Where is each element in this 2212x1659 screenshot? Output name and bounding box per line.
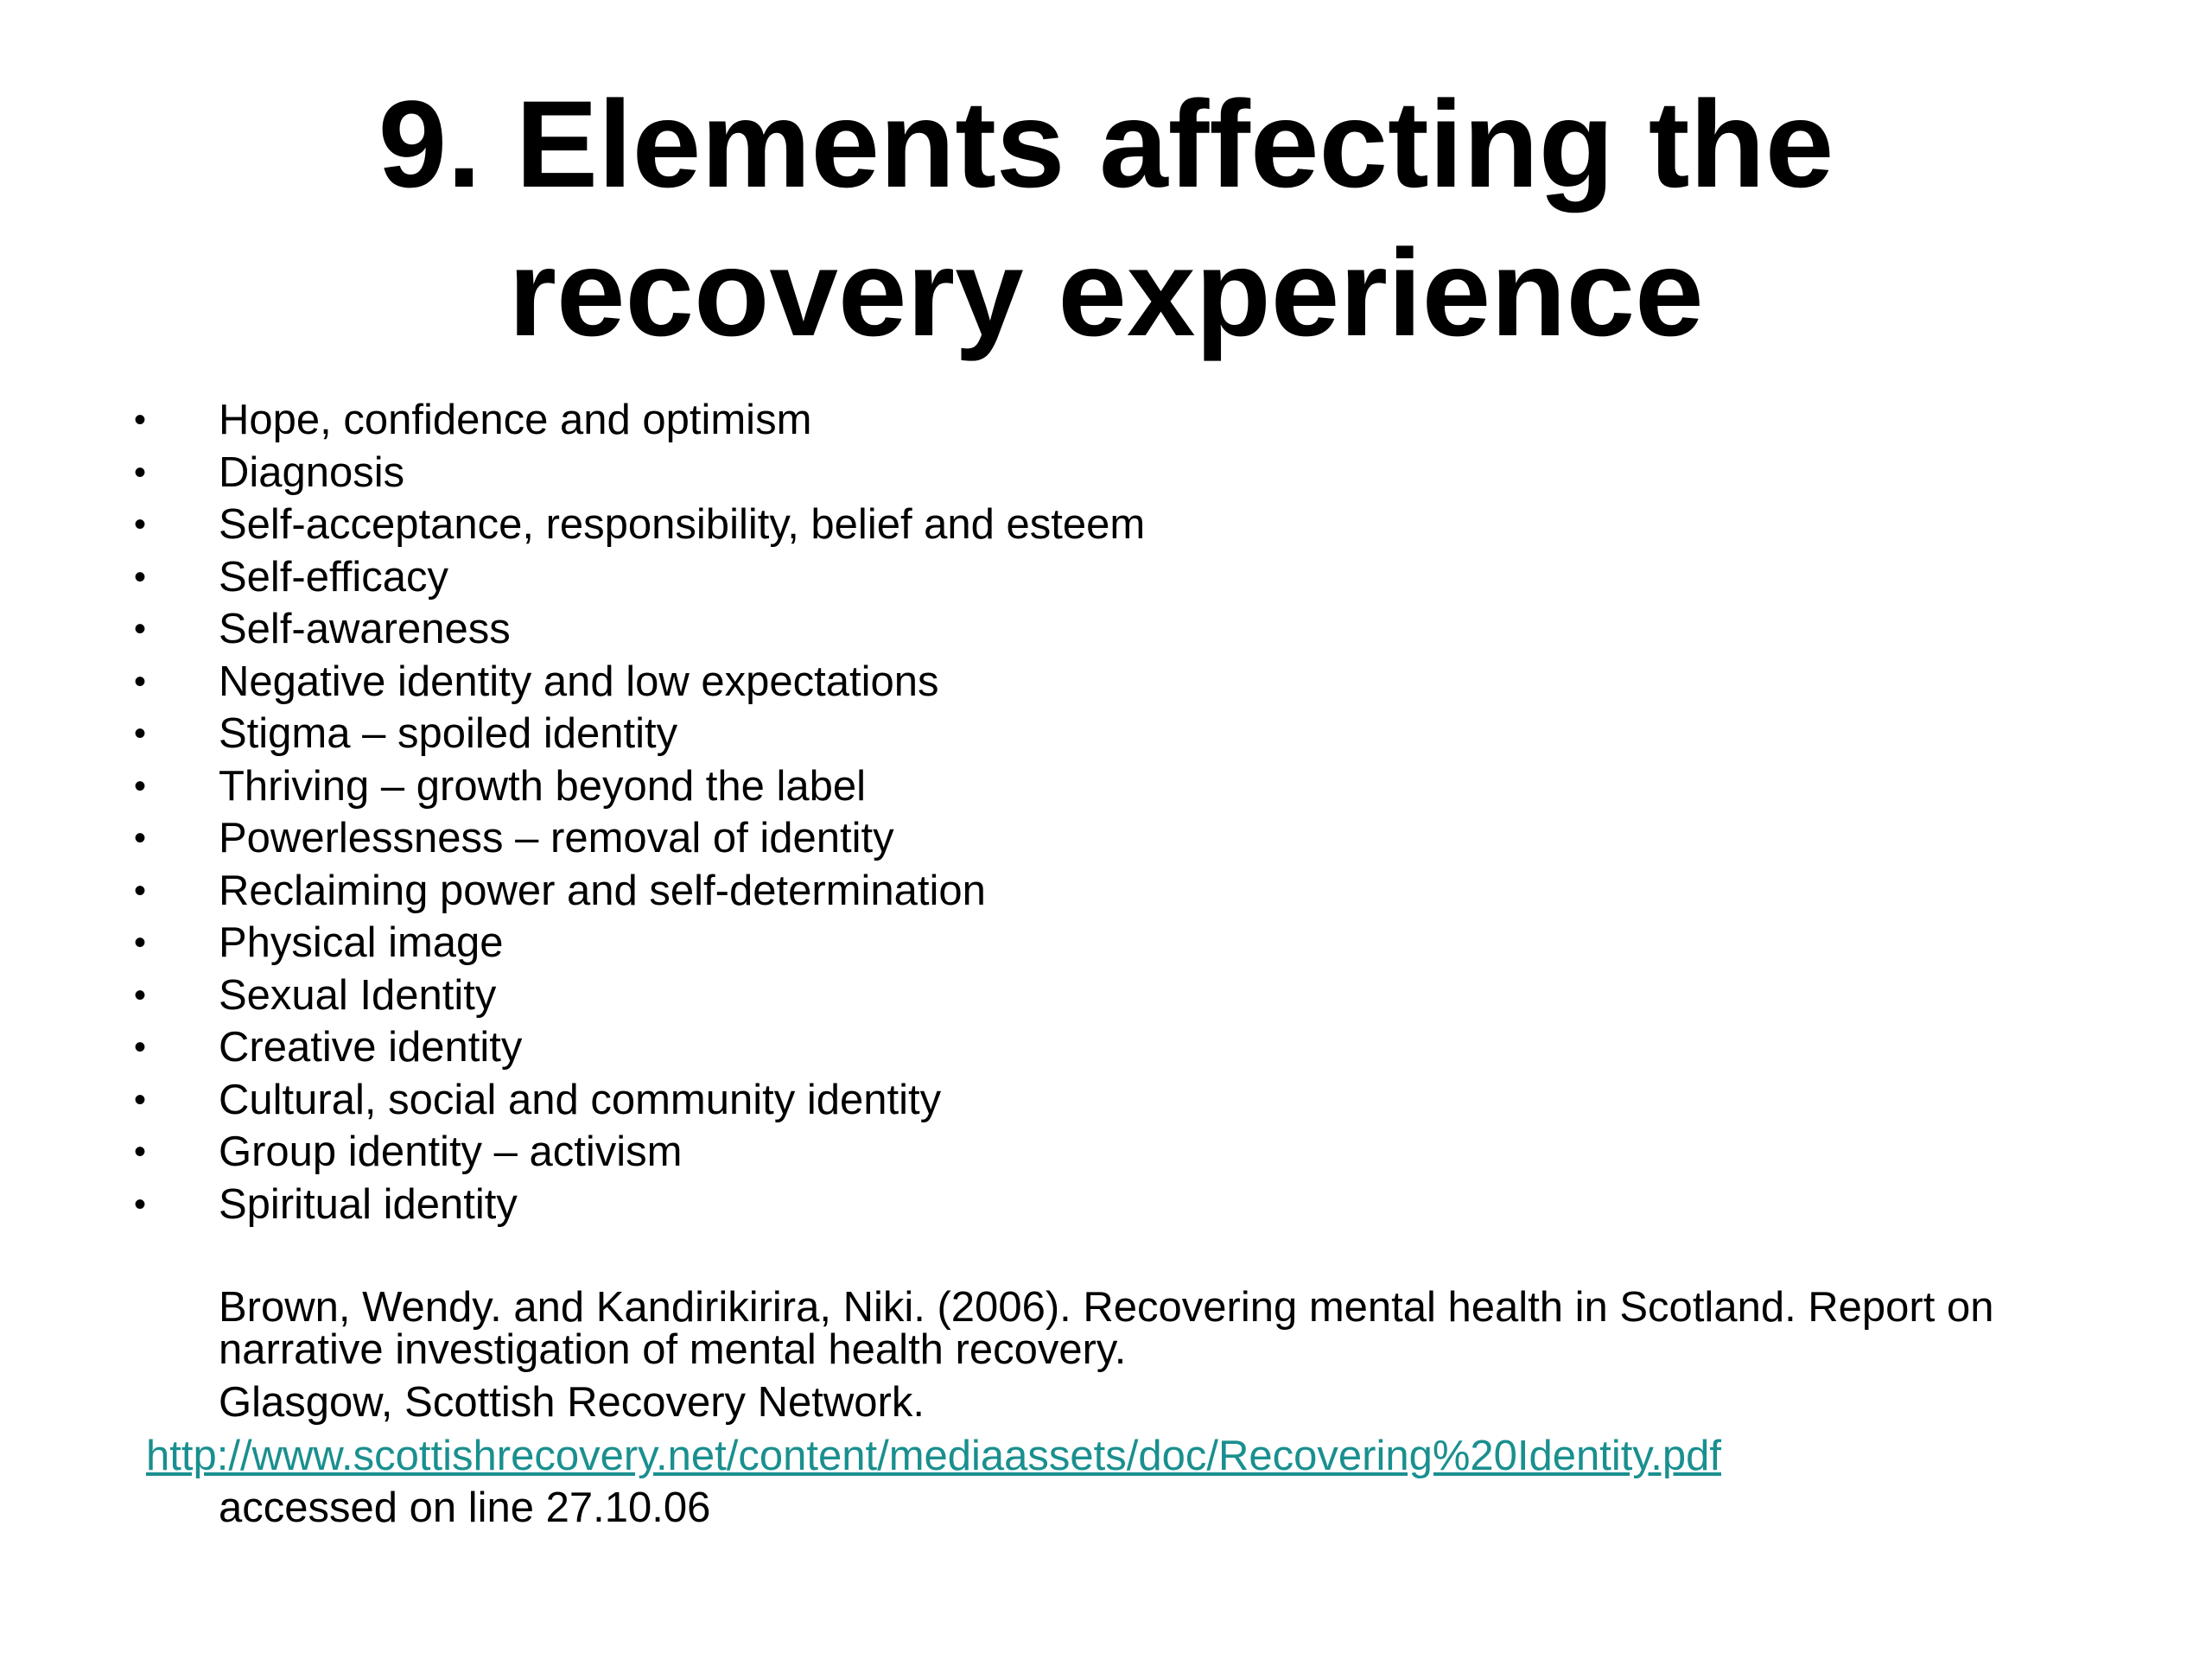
bullet-text: Self-awareness	[219, 606, 511, 652]
bullet-text: Diagnosis	[219, 448, 405, 496]
bullet-item	[0, 1179, 2212, 1231]
bullet-text: Group identity – activism	[219, 1128, 683, 1175]
bullet-text: Thriving – growth beyond the label	[219, 762, 867, 810]
reference-line-3: Glasgow, Scottish Recovery Network.	[219, 1379, 925, 1426]
bullet-text: Self-acceptance, responsibility, belief and esteem	[219, 501, 1146, 548]
bullet-item	[0, 760, 2212, 813]
bullet-item	[0, 708, 2212, 760]
bullet-item	[0, 447, 2212, 499]
bullet-text: Stigma – spoiled identity	[219, 710, 678, 757]
bullet-icon: •	[134, 766, 147, 805]
bullet-list	[0, 394, 2212, 1230]
bullet-icon: •	[134, 976, 147, 1014]
bullet-item	[0, 812, 2212, 865]
bullet-text: Spiritual identity	[219, 1180, 518, 1228]
bullet-icon: •	[134, 1133, 147, 1171]
reference-link[interactable]: http://www.scottishrecovery.net/content/mediaassets/doc/Recovering%20Identity.pdf	[146, 1433, 1722, 1479]
bullet-icon: •	[134, 1185, 147, 1224]
bullet-icon: •	[134, 819, 147, 857]
bullet-item	[0, 656, 2212, 709]
bullet-text: Cultural, social and community identity	[219, 1076, 942, 1123]
bullet-icon: •	[134, 924, 147, 962]
bullet-item	[0, 499, 2212, 551]
bullet-icon: •	[134, 453, 147, 492]
bullet-item	[0, 865, 2212, 918]
bullet-item	[0, 394, 2212, 447]
slide-title-line1: 9. Elements affecting the	[378, 76, 1834, 213]
bullet-text: Self-efficacy	[219, 553, 448, 601]
bullet-icon: •	[134, 715, 147, 753]
bullet-icon: •	[134, 662, 147, 701]
bullet-icon: •	[134, 871, 147, 910]
bullet-icon: •	[134, 505, 147, 543]
bullet-icon: •	[134, 401, 147, 439]
bullet-item	[0, 551, 2212, 604]
bullet-text: Reclaiming power and self-determination	[219, 867, 986, 914]
bullet-text: Physical image	[219, 919, 504, 966]
bullet-text: Powerlessness – removal of identity	[219, 815, 894, 861]
slide-title	[0, 71, 2212, 368]
reference-accessed-date: accessed on line 27.10.06	[219, 1484, 711, 1531]
bullet-icon: •	[134, 1080, 147, 1119]
bullet-icon: •	[134, 1028, 147, 1066]
reference-line-1: Brown, Wendy. and Kandirikirira, Niki. (2006). Recovering mental health in Scotland. Report on	[219, 1284, 1994, 1331]
bullet-text: Creative identity	[219, 1024, 523, 1071]
bullet-item	[0, 603, 2212, 656]
bullet-icon: •	[134, 557, 147, 596]
bullet-text: Sexual Identity	[219, 971, 497, 1019]
bullet-item	[0, 969, 2212, 1022]
bullet-icon: •	[134, 610, 147, 648]
bullet-text: Negative identity and low expectations	[219, 658, 939, 705]
bullet-item	[0, 1074, 2212, 1127]
bullet-item	[0, 1021, 2212, 1074]
bullet-item	[0, 917, 2212, 969]
reference-line-2: narrative investigation of mental health recovery.	[219, 1326, 1127, 1373]
bullet-text: Hope, confidence and optimism	[219, 397, 812, 443]
bullet-item	[0, 1126, 2212, 1179]
slide-title-line2: recovery experience	[508, 225, 1704, 362]
